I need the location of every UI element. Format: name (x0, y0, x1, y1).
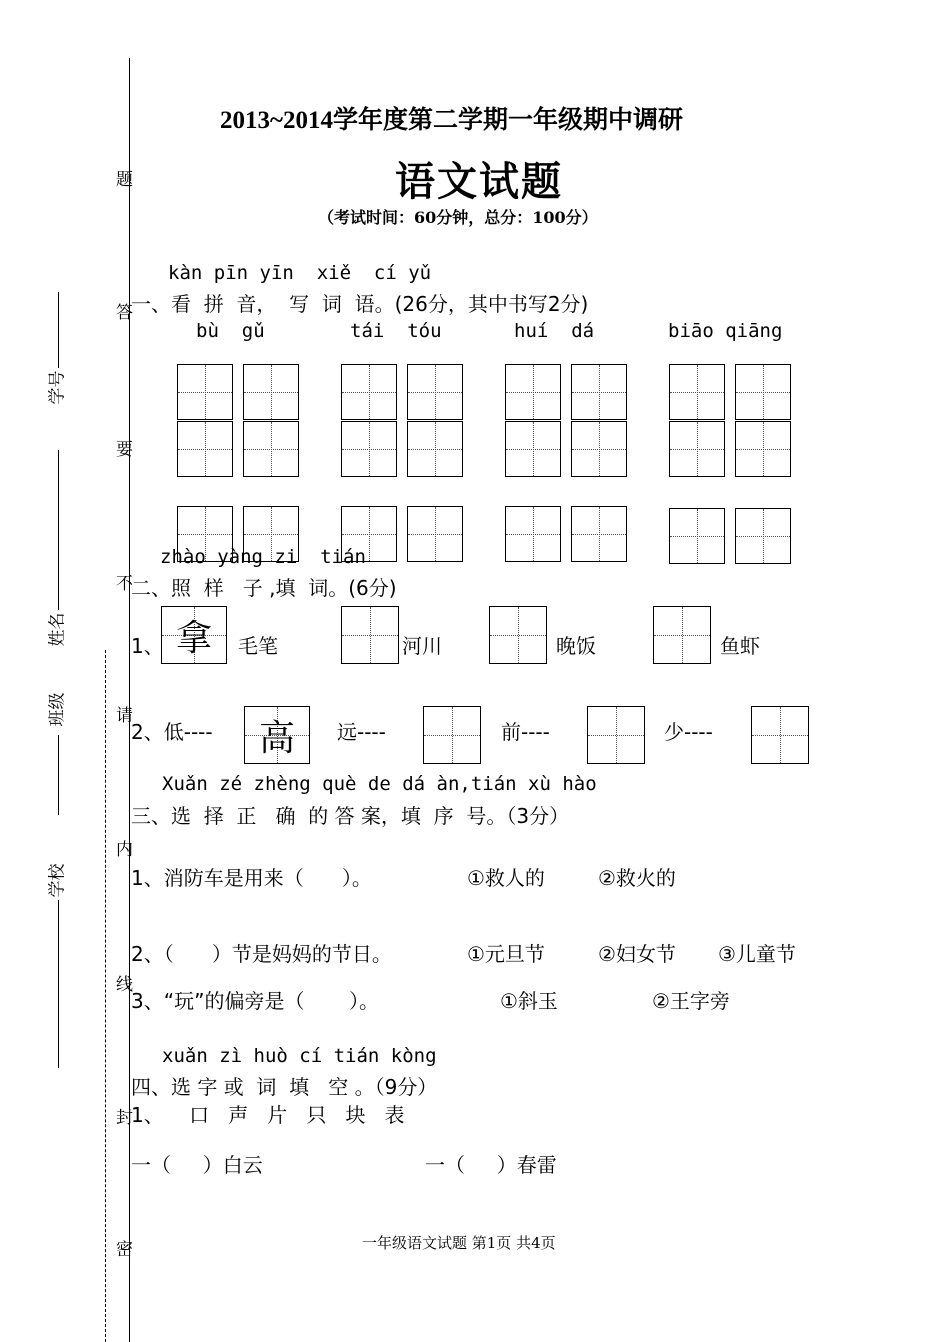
word-pinyin: tái tóu (350, 320, 442, 342)
exam-subject-title: 语文试题 (395, 159, 563, 205)
word-pinyin: biāo qiāng (668, 320, 783, 342)
answer-grid-box[interactable] (341, 606, 399, 664)
option: ①斜玉 (500, 989, 558, 1013)
writing-grid-box[interactable] (735, 364, 791, 420)
section1-heading: 一、看 拼 音， 写 词 语。(26分，其中书写2分) (131, 292, 589, 316)
exam-title: 2013~2014学年度第二学期一年级期中调研 (220, 107, 684, 134)
section2-heading: 二、照 样 子 ,填 词。(6分) (131, 576, 397, 600)
word-pinyin: huí dá (514, 320, 595, 342)
margin-char: 题 (112, 170, 132, 187)
margin-char: 要 (112, 440, 132, 457)
example-char: 高 (258, 717, 295, 759)
example-word: 毛笔 (238, 634, 278, 658)
margin-char: 内 (112, 840, 132, 857)
option: ①元旦节 (467, 942, 545, 966)
option: ②妇女节 (598, 942, 676, 966)
option: ③儿童节 (718, 942, 796, 966)
school-blank (58, 900, 59, 1068)
writing-grid-box[interactable] (571, 364, 627, 420)
school-label: 学校 (47, 863, 68, 898)
writing-grid-box[interactable] (505, 506, 561, 562)
word: 少---- (664, 720, 713, 744)
student-id-blank (58, 292, 59, 368)
section4-heading: 四、选 字 或 词 填 空 。（9分） (131, 1075, 438, 1099)
question-1: 1、消防车是用来（ ）。 (131, 866, 372, 890)
writing-grid-box[interactable] (669, 364, 725, 420)
writing-grid-box[interactable] (571, 506, 627, 562)
margin-char: 密 (112, 1240, 132, 1257)
word-pinyin: bù gǔ (196, 320, 265, 342)
writing-grid-box[interactable] (341, 421, 397, 477)
margin-char: 线 (112, 975, 132, 992)
name-label: 姓名 (47, 612, 68, 647)
word: 河川 (402, 634, 442, 658)
writing-grid-box[interactable] (407, 506, 463, 562)
margin-char: 答 (112, 303, 132, 320)
binding-line (129, 58, 130, 1342)
writing-grid-box[interactable] (669, 508, 725, 564)
name-blank (58, 450, 59, 610)
exam-info: （考试时间：60分钟，总分：100分） (318, 208, 598, 227)
writing-grid-box[interactable] (407, 421, 463, 477)
page-footer: 一年级语文试题 第1页 共4页 (362, 1234, 556, 1252)
writing-grid-box[interactable] (341, 364, 397, 420)
margin-char: 不 (112, 574, 132, 591)
answer-grid-box[interactable] (423, 706, 481, 764)
writing-grid-box[interactable] (177, 364, 233, 420)
answer-grid-box[interactable] (751, 706, 809, 764)
word-choices: 1、 口 声 片 只 块 表 (131, 1103, 405, 1127)
word: 晚饭 (556, 634, 596, 658)
binding-dashed-line (105, 650, 106, 1342)
example-char: 拿 (175, 617, 212, 659)
writing-grid-box[interactable] (243, 364, 299, 420)
word: 前---- (501, 720, 550, 744)
writing-grid-box[interactable] (407, 364, 463, 420)
section1-pinyin: kàn pīn yīn xiě cí yǔ (168, 262, 432, 284)
example-grid-box (161, 606, 227, 664)
fill-blank: 一（ ）春雷 (425, 1153, 557, 1177)
section3-heading: 三、选 择 正 确 的 答 案，填 序 号。（3分） (131, 804, 570, 828)
option: ②王字旁 (652, 989, 730, 1013)
section2-pinyin: zhào yàng zi tián (160, 546, 366, 568)
section3-pinyin: Xuǎn zé zhèng què de dá àn,tián xù hào (162, 773, 597, 795)
writing-grid-box[interactable] (735, 421, 791, 477)
word: 远---- (337, 720, 386, 744)
student-id-label: 学号 (47, 370, 68, 405)
writing-grid-box[interactable] (669, 421, 725, 477)
writing-grid-box[interactable] (505, 364, 561, 420)
row2-label: 2、低---- (131, 720, 213, 744)
question-3: 3、“玩”的偏旁是（ ）。 (131, 989, 379, 1013)
option: ①救人的 (467, 866, 545, 890)
section4-pinyin: xuǎn zì huò cí tián kòng (162, 1045, 437, 1067)
writing-grid-box[interactable] (571, 421, 627, 477)
class-label: 班级 (47, 692, 68, 727)
word: 鱼虾 (720, 634, 760, 658)
row1-label: 1、 (131, 634, 164, 658)
example-grid-box (244, 706, 310, 764)
question-2: 2、（ ）节是妈妈的节日。 (131, 942, 392, 966)
writing-grid-box[interactable] (735, 508, 791, 564)
fill-blank: 一（ ）白云 (131, 1153, 263, 1177)
answer-grid-box[interactable] (653, 606, 711, 664)
writing-grid-box[interactable] (177, 421, 233, 477)
class-blank (58, 735, 59, 815)
answer-grid-box[interactable] (489, 606, 547, 664)
answer-grid-box[interactable] (587, 706, 645, 764)
margin-char: 请 (112, 706, 132, 723)
writing-grid-box[interactable] (243, 421, 299, 477)
option: ②救火的 (598, 866, 676, 890)
margin-char: 封 (112, 1108, 132, 1125)
writing-grid-box[interactable] (505, 421, 561, 477)
